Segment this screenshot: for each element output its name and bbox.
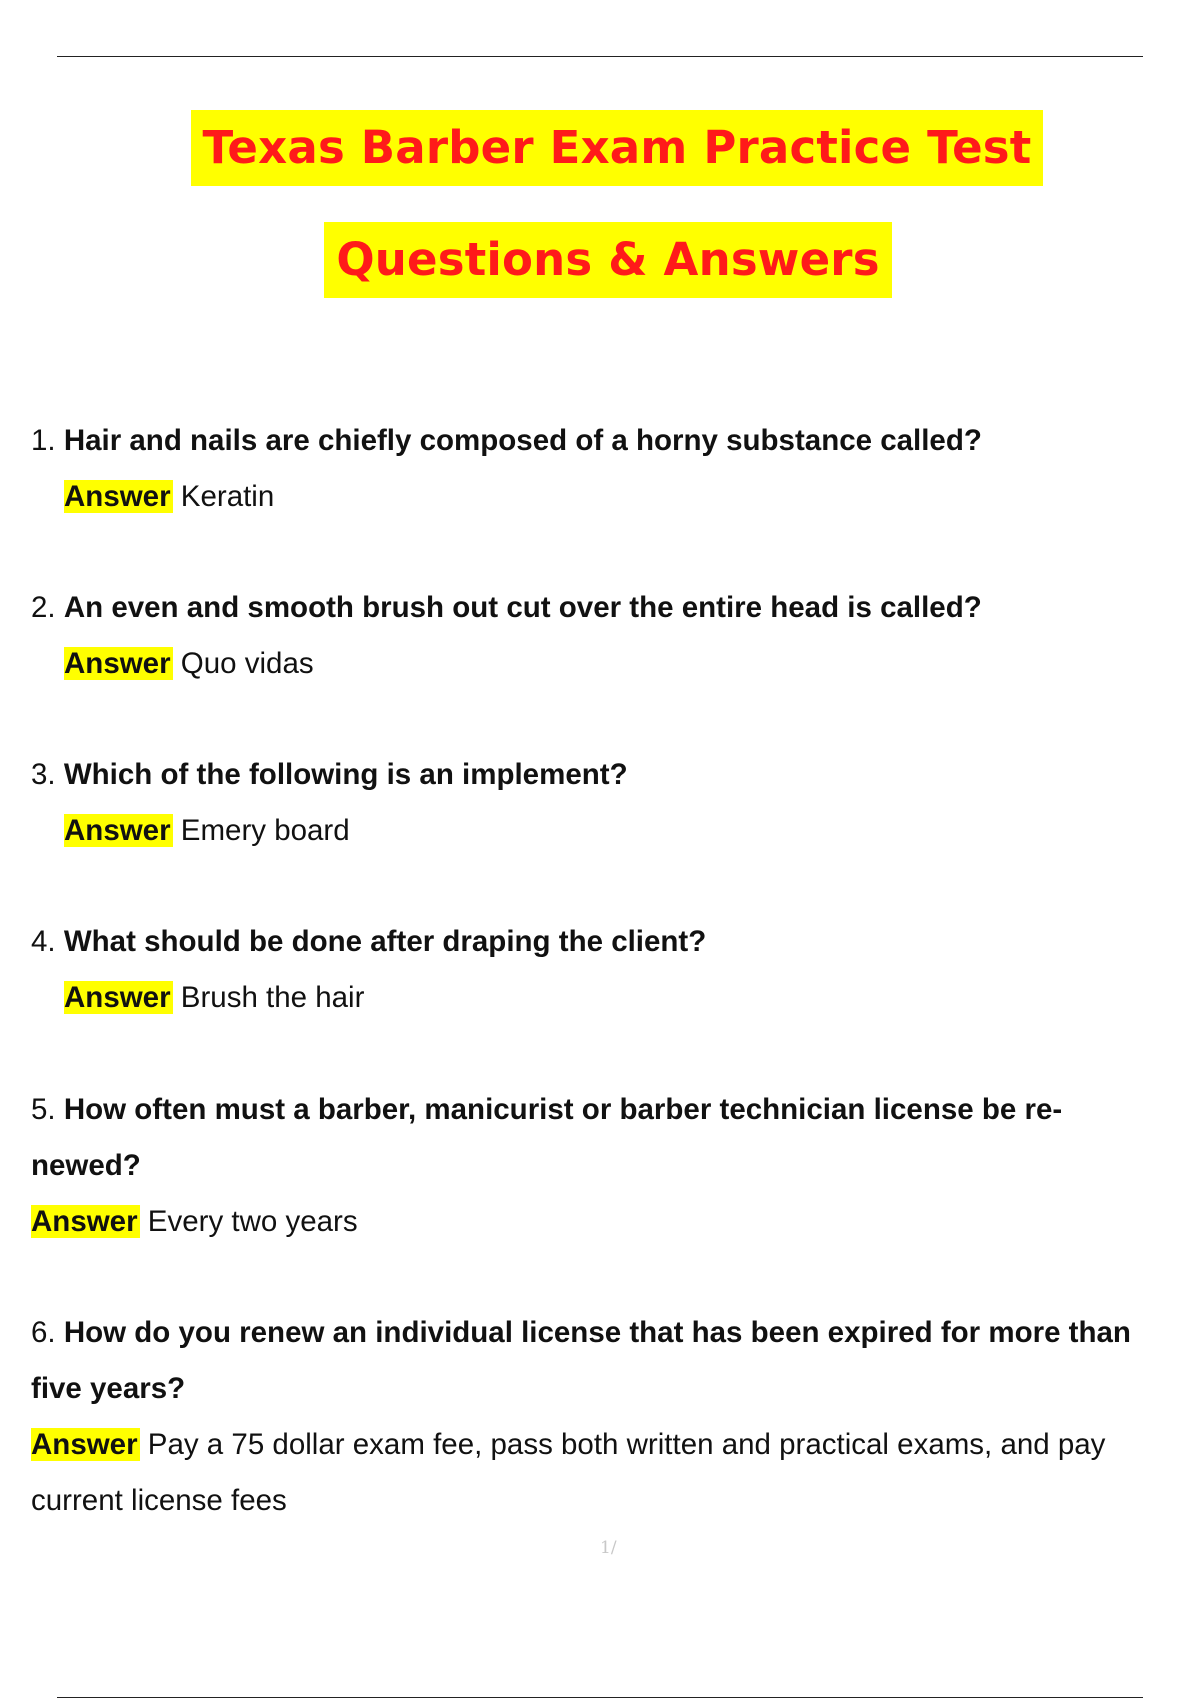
answer-5 [31,1194,358,1250]
answer-text: Keratin [180,480,275,513]
document-subtitle [0,222,1200,298]
question-number: 6. [31,1316,56,1349]
bottom-rule [57,1697,1143,1698]
answer-label: Answer [64,480,171,513]
question-text: How do you renew an individual license that has been expired for more than [63,1316,1131,1349]
question-number: 1. [31,424,56,457]
top-rule [57,56,1143,57]
question-text: Hair and nails are chiefly composed of a horny substance called? [63,424,982,457]
question-6-continued: five years? [31,1372,186,1405]
answer-4 [64,970,364,1026]
question-3 [31,747,628,803]
question-text: Which of the following is an implement? [63,758,628,791]
question-text: An even and smooth brush out cut over the entire head is called? [63,591,982,624]
question-number: 3. [31,758,56,791]
answer-text: Quo vidas [180,647,314,680]
question-1 [31,413,982,469]
question-text: How often must a barber, manicurist or barber technician license be re- [63,1093,1063,1126]
answer-text: Brush the hair [180,981,365,1014]
answer-label: Answer [64,814,171,847]
title-line-2: Questions & Answers [324,222,891,298]
page-number: 1/ [600,1538,617,1558]
question-5 [31,1082,1062,1138]
answer-label: Answer [31,1205,138,1238]
answer-text: Emery board [180,814,350,847]
question-2 [31,580,982,636]
answer-2 [64,636,314,692]
question-5-continued: newed? [31,1149,141,1182]
title-line-1: Texas Barber Exam Practice Test [191,110,1044,186]
answer-text: Pay a 75 dollar exam fee, pass both written and practical exams, and pay [147,1428,1106,1461]
question-6 [31,1305,1131,1361]
answer-label: Answer [64,981,171,1014]
answer-6-continued: current license fees [31,1484,287,1517]
answer-label: Answer [64,647,171,680]
answer-1 [64,469,274,525]
answer-6 [31,1417,1105,1473]
answer-text: Every two years [147,1205,358,1238]
question-4 [31,914,706,970]
answer-label: Answer [31,1428,138,1461]
document-title [0,110,1200,186]
question-number: 5. [31,1093,56,1126]
question-text: What should be done after draping the client? [63,925,707,958]
answer-3 [64,803,350,859]
question-number: 4. [31,925,56,958]
question-number: 2. [31,591,56,624]
